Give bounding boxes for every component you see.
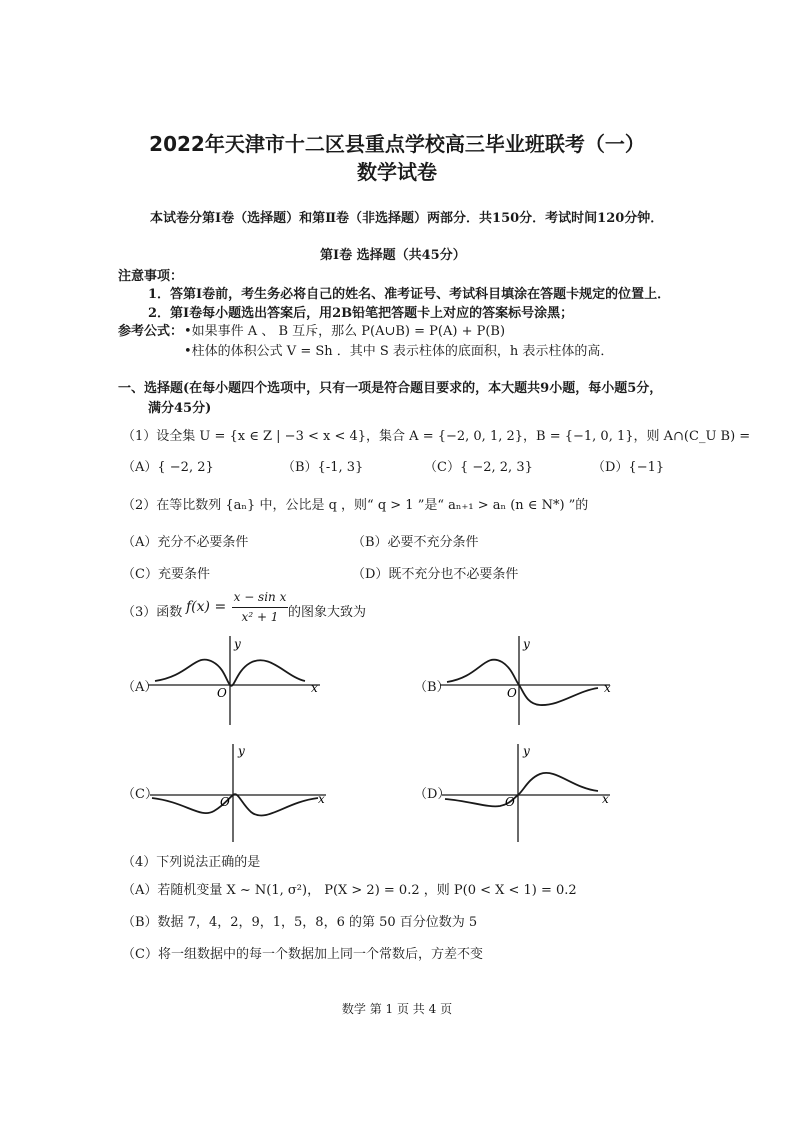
q3-option-b-label: （B） (414, 680, 450, 695)
graph-c-y-label: y (238, 744, 245, 758)
q3-stem-suffix: 的图象大致为 (288, 605, 367, 620)
intro-text: 本试卷分第Ⅰ卷（选择题）和第Ⅱ卷（非选择题）两部分．共150分．考试时间120分钟． (150, 211, 664, 226)
graph-c-x-label: x (318, 792, 325, 806)
q1-option-b: （B）{-1, 3} (282, 460, 364, 475)
q3-denominator: x² + 1 (241, 610, 279, 624)
formula-2: •柱体的体积公式 V = Sh ．其中 S 表示柱体的底面积，h 表示柱体的高． (184, 344, 614, 359)
graph-a-origin: O (217, 686, 227, 700)
q2-option-d: （D）既不充分也不必要条件 (352, 567, 519, 582)
exam-title: 2022年天津市十二区县重点学校高三毕业班联考（一） (149, 132, 645, 156)
q1-option-c: （C）{ −2, 2, 3} (424, 460, 533, 475)
graph-b-origin: O (507, 686, 517, 700)
section1-line2: 满分45分) (148, 401, 212, 416)
graph-a-x-label: x (311, 681, 318, 695)
formulas-heading: 参考公式： (118, 324, 184, 339)
part1-title: 第Ⅰ卷 选择题（共45分） (320, 248, 466, 263)
q2-option-a: （A）充分不必要条件 (122, 535, 249, 550)
q2-option-c: （C）充要条件 (122, 567, 210, 582)
q1-option-a: （A）{ −2, 2} (122, 460, 214, 475)
q4-option-c: （C）将一组数据中的每一个数据加上同一个常数后，方差不变 (122, 947, 483, 962)
graph-d-origin: O (505, 795, 515, 809)
q2-option-b: （B）必要不充分条件 (352, 535, 479, 550)
q3-option-c-label: （C） (122, 787, 158, 802)
graph-d-y-label: y (523, 744, 530, 758)
q4-option-b: （B）数据 7，4，2，9，1，5，8，6 的第 50 百分位数为 5 (122, 915, 478, 930)
q4-option-a: （A）若随机变量 X ~ N(1, σ²)， P(X > 2) = 0.2 ，则 P(0 < X < 1) = 0.2 (122, 883, 577, 898)
q3-fx: f(x) = (186, 599, 227, 615)
notes-item-1: 1．答第Ⅰ卷前，考生务必将自己的姓名、准考证号、考试科目填涂在答题卡规定的位置上． (148, 287, 671, 302)
q2-stem: （2）在等比数列 {aₙ} 中，公比是 q ，则“ q > 1 ”是“ aₙ₊₁ > aₙ (n ∈ N*) ”的 (122, 498, 589, 513)
graph-b-x-label: x (604, 681, 611, 695)
q4-stem: （4）下列说法正确的是 (122, 855, 261, 870)
exam-subtitle: 数学试卷 (357, 160, 437, 184)
q1-stem: （1）设全集 U = {x ∈ Z | −3 < x < 4}，集合 A = {−2, 0, 1, 2}，B = {−1, 0, 1}，则 A∩(C_U B) = (122, 429, 751, 444)
graph-c-origin: O (220, 795, 230, 809)
graph-b-y-label: y (523, 637, 530, 651)
graph-a-y-label: y (234, 637, 241, 651)
q3-option-a-label: （A） (122, 680, 158, 695)
notes-heading: 注意事项： (118, 269, 184, 284)
q3-stem-prefix: （3）函数 (122, 605, 183, 620)
graph-d-x-label: x (602, 792, 609, 806)
formula-1: •如果事件 A 、 B 互斥，那么 P(A∪B) = P(A) + P(B) (184, 324, 506, 339)
page-footer: 数学 第 1 页 共 4 页 (341, 1002, 453, 1016)
q1-option-d: （D）{−1} (592, 460, 665, 475)
section1-line1: 一、选择题(在每小题四个选项中，只有一项是符合题目要求的，本大题共9小题，每小题5分， (118, 381, 663, 396)
notes-item-2: 2．第Ⅰ卷每小题选出答案后，用2B铅笔把答题卡上对应的答案标号涂黑； (148, 306, 574, 321)
q3-option-d-label: （D） (414, 787, 451, 802)
q3-numerator: x − sin x (233, 590, 287, 604)
